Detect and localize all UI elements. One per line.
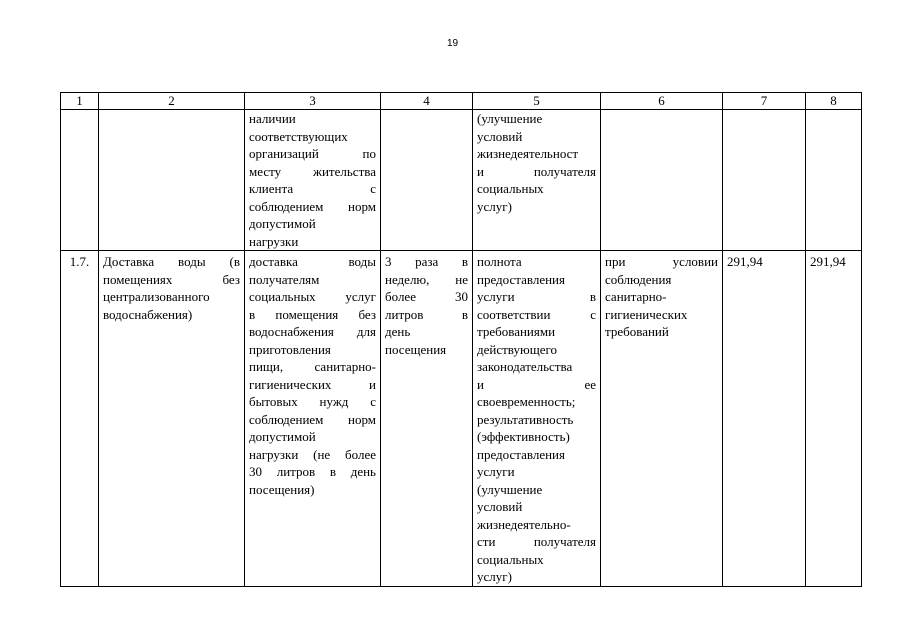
cell-text-line: соблюдением норм — [249, 198, 376, 214]
table-cell — [601, 110, 723, 251]
cell-text-line: допустимой — [249, 429, 316, 444]
cell-text-line: социальных — [477, 181, 544, 196]
cell-text-line: месту жительства — [249, 163, 376, 179]
cell-text-line: (улучшение — [477, 111, 543, 126]
cell-text-line: результативность — [477, 411, 574, 427]
column-number-header: 2 — [99, 93, 245, 110]
cell-text-line: жизнедеятельност — [477, 146, 579, 161]
cell-text-line: централизованного — [103, 289, 210, 304]
tariff-cell: 291,94 — [723, 251, 806, 587]
table-cell-description — [245, 110, 381, 251]
cell-text-line: услуг) — [477, 198, 512, 214]
cell-text-line: условий — [477, 499, 523, 514]
table-cell — [61, 110, 99, 251]
cell-text-line: приготовления — [249, 341, 331, 357]
cell-text-line: нагрузки — [249, 233, 299, 249]
cell-text-line: действующего — [477, 341, 557, 357]
table-cell-quality — [473, 110, 601, 251]
cell-text-line: более 30 — [385, 289, 468, 304]
cell-text-line: допустимой — [249, 216, 316, 231]
column-number-header: 8 — [806, 93, 862, 110]
cell-text-line: и получателя — [477, 163, 596, 179]
cell-text-line: своевременность; — [477, 394, 576, 409]
cell-text-line: санитарно- — [605, 289, 667, 304]
cell-text-line: 30 литров в день — [249, 464, 376, 479]
table-row — [61, 251, 862, 587]
table-cell — [723, 110, 806, 251]
cell-text-line: соблюдения — [605, 271, 672, 287]
cell-text-line: в помещения без — [249, 306, 376, 322]
cell-text-line: предоставления — [477, 271, 565, 287]
service-conditions-cell — [601, 251, 723, 587]
cell-text-line: неделю, не — [385, 271, 468, 287]
cell-text-line: социальных — [477, 551, 544, 567]
table-row-continuation — [61, 110, 862, 251]
column-number-header: 4 — [381, 93, 473, 110]
cell-text-line: условий — [477, 128, 523, 144]
service-volume-cell — [381, 251, 473, 587]
cell-text-line: гигиенических — [605, 306, 688, 322]
cell-text-line: соответствующих — [249, 128, 348, 144]
column-number-header: 7 — [723, 93, 806, 110]
cell-text-line: пищи, санитарно- — [249, 359, 376, 374]
cell-text-line: (улучшение — [477, 481, 543, 497]
quality-indicators-cell — [473, 251, 601, 587]
table-cell — [381, 110, 473, 251]
cell-text-line: помещениях без — [103, 271, 240, 287]
cell-text-line: получателям — [249, 271, 320, 287]
service-name-cell — [99, 251, 245, 587]
cell-text-line: услуг) — [477, 569, 512, 584]
cell-text-line: водоснабжения для — [249, 324, 376, 339]
row-number: 1.7. — [61, 251, 99, 587]
cell-text-line: услуги — [477, 464, 515, 479]
column-number-header: 1 — [61, 93, 99, 110]
tariff-cell: 291,94 — [806, 251, 862, 587]
cell-text-line: гигиенических и — [249, 376, 376, 392]
cell-text-line: полнота — [477, 254, 522, 269]
cell-text-line: бытовых нужд с — [249, 394, 376, 409]
service-description-cell — [245, 251, 381, 587]
cell-text-line: доставка воды — [249, 254, 376, 269]
cell-text-line: законодательства — [477, 359, 573, 374]
cell-text-line: наличии — [249, 111, 296, 126]
cell-text-line: (эффективность) — [477, 429, 570, 444]
cell-text-line: водоснабжения) — [103, 306, 193, 322]
cell-text-line: предоставления — [477, 446, 565, 462]
cell-text-line: 3 раза в — [385, 254, 468, 269]
cell-text-line: посещения — [385, 341, 447, 357]
cell-text-line: соблюдением норм — [249, 411, 376, 427]
cell-text-line: клиента с — [249, 181, 376, 196]
services-table — [60, 92, 862, 587]
cell-text-line: соответствии с — [477, 306, 596, 322]
table-cell — [99, 110, 245, 251]
cell-text-line: требований — [605, 324, 669, 339]
cell-text-line: сти получателя — [477, 534, 596, 549]
table-header-row — [61, 93, 862, 110]
column-number-header: 5 — [473, 93, 601, 110]
cell-text-line: требованиями — [477, 324, 556, 339]
cell-text-line: Доставка воды (в — [103, 254, 240, 269]
cell-text-line: и ее — [477, 376, 596, 392]
cell-text-line: организаций по — [249, 146, 376, 161]
page-number: 19 — [446, 38, 459, 49]
cell-text-line: день — [385, 324, 411, 339]
cell-text-line: жизнедеятельно- — [477, 516, 571, 532]
column-number-header: 6 — [601, 93, 723, 110]
cell-text-line: нагрузки (не более — [249, 446, 376, 462]
cell-text-line: услуги в — [477, 289, 596, 304]
cell-text-line: литров в — [385, 306, 468, 322]
column-number-header: 3 — [245, 93, 381, 110]
table-cell — [806, 110, 862, 251]
cell-text-line: посещения) — [249, 481, 315, 497]
cell-text-line: социальных услуг — [249, 289, 376, 304]
cell-text-line: при условии — [605, 254, 718, 269]
